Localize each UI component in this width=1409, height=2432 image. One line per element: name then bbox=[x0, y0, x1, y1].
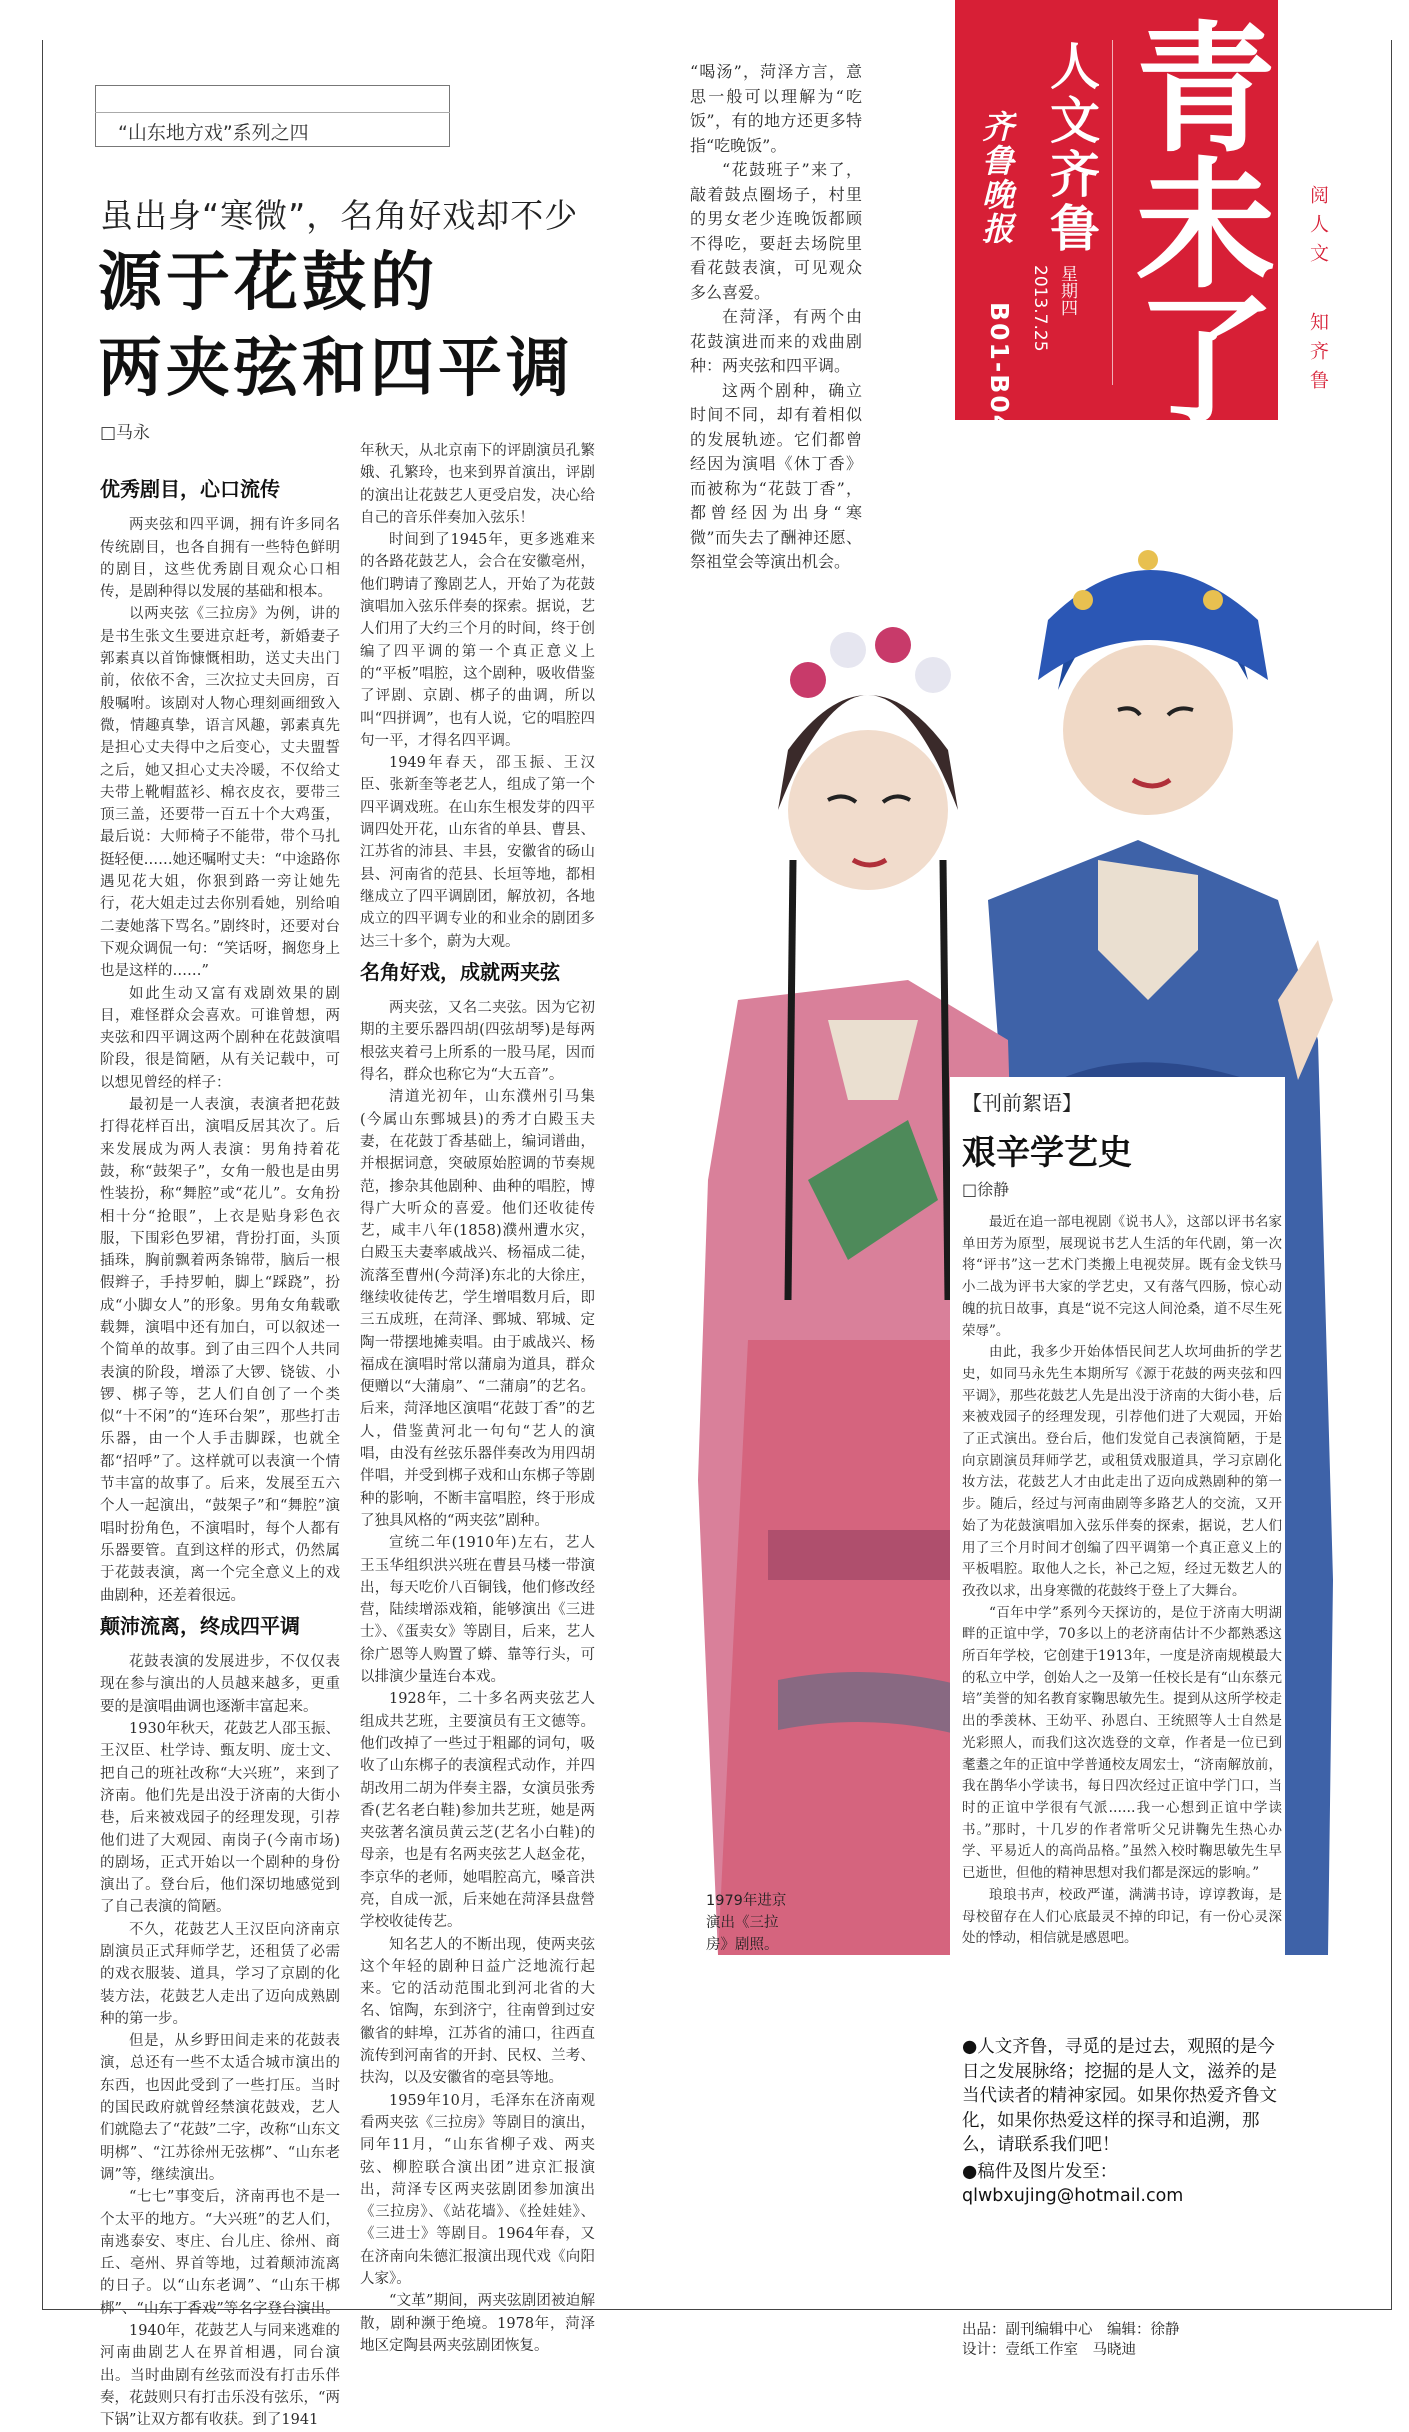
editor-note-box bbox=[950, 1077, 1285, 1977]
paragraph: 1949年春天，邵玉振、王汉臣、张新奎等老艺人，组成了第一个四平调戏班。在山东生根发芽的四平调四处开花，山东省的单县、曹县、江苏省的沛县、丰县，安徽省的砀山县、河南省的范县、长垣等地，都相继成立了四平调剧团，解放初，各地成立的四平调专业的和业余的剧团多达三十多个，蔚为大观。 bbox=[360, 755, 595, 950]
masthead-title: 青未了 bbox=[1112, 15, 1275, 423]
notice-contact: ●稿件及图片发至：qlwbxujing@hotmail.com bbox=[962, 2161, 1184, 2206]
paragraph: 如此生动又富有戏剧效果的剧目，难怪群众会喜欢。可谁曾想，两夹弦和四平调这两个剧种在花鼓演唱阶段，很是简陋，从有关记载中，可以想见曾经的样子： bbox=[100, 985, 340, 1091]
paragraph: 以两夹弦《三拉房》为例，讲的是书生张文生要进京赶考，新婚妻子郭素真以首饰慷慨相助，送丈夫出门前，依依不舍，三次拉丈夫回房，百般嘱咐。该剧对人物心理刻画细致入微，情趣真挚，语言风趣，郭素真先是担心丈夫得中之后变心，丈夫盟誓之后，她又担心丈夫冷暖，不仅给丈夫带上靴帽蓝衫、棉衣皮衣，要带三顶三盖，还要带一百五十个大鸡蛋，最后说：大师椅子不能带，带个马扎挺轻便……她还嘱咐丈夫：“中途路你遇见花大姐，你狠到路一旁让她先行，花大姐走过去你别看她，别给咱二妻她落下骂名。”剧终时，还要对台下观众调侃一句：“笑话呀，搁您身上也是这样的……” bbox=[100, 606, 340, 980]
paragraph: 在菏泽，有两个由花鼓演进而来的戏曲剧种：两夹弦和四平调。 bbox=[690, 307, 862, 375]
newspaper-logo: 齐鲁晚报 bbox=[977, 110, 1015, 246]
article-subtitle: 虽出身“寒微”，名角好戏却不少 bbox=[100, 196, 579, 235]
masthead-date: 2013.7.25 bbox=[1030, 265, 1050, 352]
paragraph: 最初是一人表演，表演者把花鼓打得花样百出，演唱反居其次了。后来发展成为两人表演：男角持着花鼓，称“鼓架子”，女角一般也是由男性装扮，称“舞腔”或“花儿”。女角扮相十分“抢眼”，上衣是贴身彩色衣服，下围彩色罗裙，背扮打面，头顶插珠，胸前飘着两条锦带，脑后一根假辫子，手持罗帕，脚上“踩跷”，扮成“小脚女人”的形象。男角女角载歌载舞，演唱中还有加白，可以叙述一个简单的故事。到了由三四个人共同表演的阶段，增添了大锣、铙钹、小锣、梆子等，艺人们自创了一个类似“十不闲”的“连环台架”，那些打击乐器，由一个人手击脚踩，也就全都“招呼”了。这样就可以表演一个情节丰富的故事了。后来，发展至五六个人一起演出，“鼓架子”和“舞腔”演唱时扮角色，不演唱时，每个人都有乐器要管。直到这样的形式，仍然属于花鼓表演，离一个完全意义上的戏曲剧种，还差着很远。 bbox=[100, 1097, 340, 1604]
paragraph: 宣统二年(1910年)左右，艺人王玉华组织洪兴班在曹县马楼一带演出，每天吃价八百铜钱，他们修改经营，陆续增添戏箱，能够演出《三进士》、《蛋卖女》等剧目，后来，艺人徐广恩等人购置了蟒、靠等行头，可以排演少量连台本戏。 bbox=[360, 1535, 595, 1686]
article-byline: □马永 bbox=[100, 423, 151, 443]
series-divider bbox=[95, 112, 450, 113]
masthead-pages: B01-B04 bbox=[985, 302, 1014, 435]
slogan-1: 阅人文 bbox=[1307, 185, 1329, 272]
paragraph: 花鼓表演的发展进步，不仅仅表现在参与演出的人员越来越多，更重要的是演唱曲调也逐渐丰富起来。 bbox=[100, 1654, 340, 1715]
credits-line-1: 出品：副刊编辑中心 编辑：徐静 bbox=[962, 2322, 1180, 2338]
editor-note-tag: 【刊前絮语】 bbox=[962, 1091, 1082, 1115]
editor-note-byline: □徐静 bbox=[962, 1180, 1010, 1199]
paragraph: 两夹弦和四平调，拥有许多同名传统剧目，也各自拥有一些特色鲜明的剧目，这些优秀剧目观众心口相传，是剧种得以发展的基础和根本。 bbox=[100, 517, 340, 601]
article-title bbox=[98, 240, 574, 412]
paragraph: 1959年10月，毛泽东在济南观看两夹弦《三拉房》等剧目的演出，同年11月，“山东省柳子戏、两夹弦、柳腔联合演出团”进京汇报演出，菏泽专区两夹弦剧团参加演出《三拉房》、《站花墙》、《拴娃娃》、《三进士》等剧目。1964年春，又在济南向朱德汇报演出现代戏《向阳人家》。 bbox=[360, 2092, 595, 2288]
paragraph: 由此，我多少开始体悟民间艺人坎坷曲折的学艺史，如同马永先生本期所写《源于花鼓的两夹弦和四平调》，那些花鼓艺人先是出没于济南的大街小巷，后来被戏园子的经理发现，引荐他们进了大观园，开始了正式演出。登台后，他们发觉自己表演简陋，于是向京剧演员拜师学艺，或租赁戏服道具，学习京剧化妆方法，花鼓艺人才由此走出了迈向成熟剧种的第一步。随后，经过与河南曲剧等多路艺人的交流，又开始了为花鼓演唱加入弦乐伴奏的探索，据说，艺人们用了三个月时间才创编了四平调第一个真正意义上的平板唱腔。取他人之长，补己之短，经过无数艺人的孜孜以求，出身寒微的花鼓终于登上了大舞台。 bbox=[962, 1344, 1282, 1599]
title-line-1: 源于花鼓的 bbox=[98, 246, 438, 320]
masthead-section: 人文齐鲁 bbox=[1042, 40, 1100, 256]
paragraph: 1928年，二十多名两夹弦艺人组成共艺班，主要演员有王文德等。他们改掉了一些过于粗鄙的词句，吸收了山东梆子的表演程式动作，并四胡改用二胡为伴奏主器，女演员张秀香(艺名老白鞋)参加共艺班，她是两夹弦著名演员黄云芝(艺名小白鞋)的母亲，也是有名两夹弦艺人赵金花，李京华的老师，她唱腔高亢，嗓音洪亮，自成一派，后来她在菏泽县盘營学校收徒传艺。 bbox=[360, 1691, 595, 1931]
slogan-2: 知齐鲁 bbox=[1307, 312, 1329, 399]
paragraph: “花鼓班子”来了，敲着鼓点圈场子，村里的男女老少连晚饭都顾不得吃，要赶去场院里看花鼓表演，可见观众多么喜爱。 bbox=[690, 160, 862, 302]
notice-paragraph: ●人文齐鲁，寻觅的是过去，观照的是今日之发展脉络；挖掘的是人文，滋养的是当代读者的精神家园。如果你热爱齐鲁文化，如果你热爱这样的探寻和追溯，那么，请联系我们吧！ bbox=[962, 2037, 1277, 2155]
paragraph: “七七”事变后，济南再也不是一个太平的地方。“大兴班”的艺人们，南逃泰安、枣庄、台儿庄、徐州、商丘、亳州、界首等地，过着颠沛流离的日子。以“山东老调”、“山东干梆梆”、“山东丁香戏”等名字登台演出。 bbox=[100, 2189, 340, 2317]
series-label: “山东地方戏”系列之四 bbox=[118, 122, 309, 144]
paragraph: 清道光初年，山东濮州引马集(今属山东鄄城县)的秀才白殿玉夫妻，在花鼓丁香基础上，编词谱曲，并根据词意，突破原始腔调的节奏规范，掺杂其他剧种、曲种的唱腔，博得广大听众的喜爱。他们还收徒传艺，咸丰八年(1858)濮州遭水灾，白殿玉夫妻率戚战兴、杨福成二徒，流落至曹州(今菏泽)东北的大徐庄，继续收徒传艺，学生增唱数月后，即三五成班，在菏泽、鄄城、郓城、定陶一带摆地摊卖唱。由于戚战兴、杨福成在演唱时常以蒲扇为道具，群众便赠以“大蒲扇”、“二蒲扇”的艺名。后来，菏泽地区演唱“花鼓丁香”的艺人，借鉴黄河北一句句“艺人的演唱，由没有丝弦乐器伴奏改为用四胡伴唱，并受到梆子戏和山东梆子等剧种的影响，不断丰富唱腔，终于形成了独具风格的“两夹弦”剧种。 bbox=[360, 1089, 595, 1529]
paragraph: 最近在追一部电视剧《说书人》，这部以评书名家单田芳为原型，展现说书艺人生活的年代剧，第一次将“评书”这一艺术门类搬上电视荧屏。既有金戈铁马小二战为评书大家的学艺史，又有落气四肠，惊心动魄的抗日故事，真是“说不完这人间沧桑，道不尽生死荣辱”。 bbox=[962, 1214, 1282, 1339]
paragraph: 两夹弦，又名二夹弦。因为它初期的主要乐器四胡(四弦胡琴)是每两根弦夹着弓上所系的一股马尾，因而得名，群众也称它为“大五音”。 bbox=[360, 1000, 595, 1084]
paragraph: 1940年，花鼓艺人与同来逃难的河南曲剧艺人在界首相遇，同台演出。当时曲剧有丝弦而没有打击乐伴奏，花鼓则只有打击乐没有弦乐，“两下锅”让双方都有收获。到了1941 bbox=[100, 2323, 340, 2429]
series-label-box bbox=[95, 85, 450, 147]
submission-notice bbox=[962, 2035, 1282, 2211]
photo-caption: 1979年进京演出《三拉房》剧照。 bbox=[706, 1893, 787, 1953]
article-column-1 bbox=[100, 470, 340, 2429]
paragraph: 1930年秋天，花鼓艺人邵玉振、王汉臣、杜学诗、甄友明、庞士文、把自己的班社改称“大兴班”，来到了济南。他们先是出没于济南的大街小巷，后来被戏园子的经理发现，引荐他们进了大观园、南岗子(今南市场)的剧场，正式开始以一个剧种的身份演出了。登台后，他们深切地感觉到了自己表演的简陋。 bbox=[100, 1721, 340, 1916]
paragraph: 这两个剧种，确立时间不同，却有着相似的发展轨迹。它们都曾经因为演唱《休丁香》而被称为“花鼓丁香”，都曾经因为出身“寒微”而失去了酬神还愿、祭祖堂会等演出机会。 bbox=[690, 380, 862, 571]
article-column-2 bbox=[360, 440, 595, 2354]
editor-note-title: 艰辛学艺史 bbox=[962, 1133, 1132, 1173]
section-heading: 名角好戏，成就两夹弦 bbox=[360, 959, 560, 984]
paragraph: 不久，花鼓艺人王汉臣向济南京剧演员正式拜师学艺，还租赁了必需的戏衣服装、道具，学习了京剧的化装方法，花鼓艺人走出了迈向成熟剧种的第一步。 bbox=[100, 1921, 340, 2027]
section-heading: 颠沛流离，终成四平调 bbox=[100, 1613, 300, 1638]
page-credits bbox=[962, 2320, 1180, 2360]
paragraph: “文革”期间，两夹弦剧团被迫解散，剧种濒于绝境。1978年，菏泽地区定陶县两夹弦剧团恢复。 bbox=[360, 2293, 595, 2354]
paragraph: 知名艺人的不断出现，使两夹弦这个年轻的剧种日益广泛地流行起来。它的活动范围北到河北省的大名、馆陶，东到济宁，往南曾到过安徽省的蚌埠，江苏省的浦口，往西直流传到河南省的开封、民权、兰考、扶沟，以及安徽省的亳县等地。 bbox=[360, 1936, 595, 2087]
paragraph: “喝汤”，菏泽方言，意思一般可以理解为“吃饭”，有的地方还更多特指“吃晚饭”。 bbox=[690, 62, 862, 155]
paragraph: 但是，从乡野田间走来的花鼓表演，总还有一些不太适合城市演出的东西，也因此受到了一些打压。当时的国民政府就曾经禁演花鼓戏，艺人们就隐去了“花鼓”二字，改称“山东文明梆”、“江苏徐州无弦梆”、“山东老调”等，继续演出。 bbox=[100, 2033, 340, 2183]
paragraph: 时间到了1945年，更多逃难来的各路花鼓艺人，会合在安徽亳州，他们聘请了豫剧艺人，开始了为花鼓演唱加入弦乐伴奏的探索。据说，艺人们用了大约三个月的时间，终于创编了四平调的第一个真正意义上的“平板”唱腔，这个剧种，吸收借鉴了评剧、京剧、梆子的曲调，所以叫“四拼调”，也有人说，它的唱腔四句一平，才得名四平调。 bbox=[360, 532, 595, 749]
paragraph: “百年中学”系列今天探访的，是位于济南大明湖畔的正谊中学，70多以上的老济南估计不少都熟悉这所百年学校，它创建于1913年，一度是济南规模最大的私立中学，创始人之一及第一任校长是有“山东蔡元培”美誉的知名教育家鞠思敏先生。提到从这所学校走出的季羡林、王幼平、孙恩白、王统照等人士自然是光彩照人，而我们这次选登的文章，作者是一位已到耄耋之年的正谊中学普通校友周宏士，“济南解放前，我在鹊华小学读书，每日四次经过正谊中学门口，当时的正谊中学很有气派……我一心想到正谊中学读书。”那时，十几岁的作者常听父兄讲鞠先生热心办学、平易近人的高尚品格。”虽然入校时鞠思敏先生早已逝世，但他的精神思想对我们都是深远的影响。” bbox=[962, 1604, 1282, 1882]
section-heading: 优秀剧目，心口流传 bbox=[100, 477, 280, 501]
paragraph: 年秋天，从北京南下的评剧演员孔繁娥、孔繁玲，也来到界首演出，评剧的演出让花鼓艺人更受启发，决心给自己的音乐伴奏加入弦乐！ bbox=[360, 443, 595, 526]
editor-note-body bbox=[962, 1212, 1282, 1957]
paragraph: 琅琅书声，校政严谨，满满书诗，谆谆教诲，是母校留存在人们心底最灵不掉的印记，有一份心灵深处的悸动，相信就是感恩吧。 bbox=[962, 1886, 1282, 1947]
title-line-2: 两夹弦和四平调 bbox=[98, 332, 574, 406]
credits-line-2: 设计：壹纸工作室 马晓迪 bbox=[962, 2342, 1136, 2358]
masthead-weekday: 星期四 bbox=[1057, 265, 1077, 316]
